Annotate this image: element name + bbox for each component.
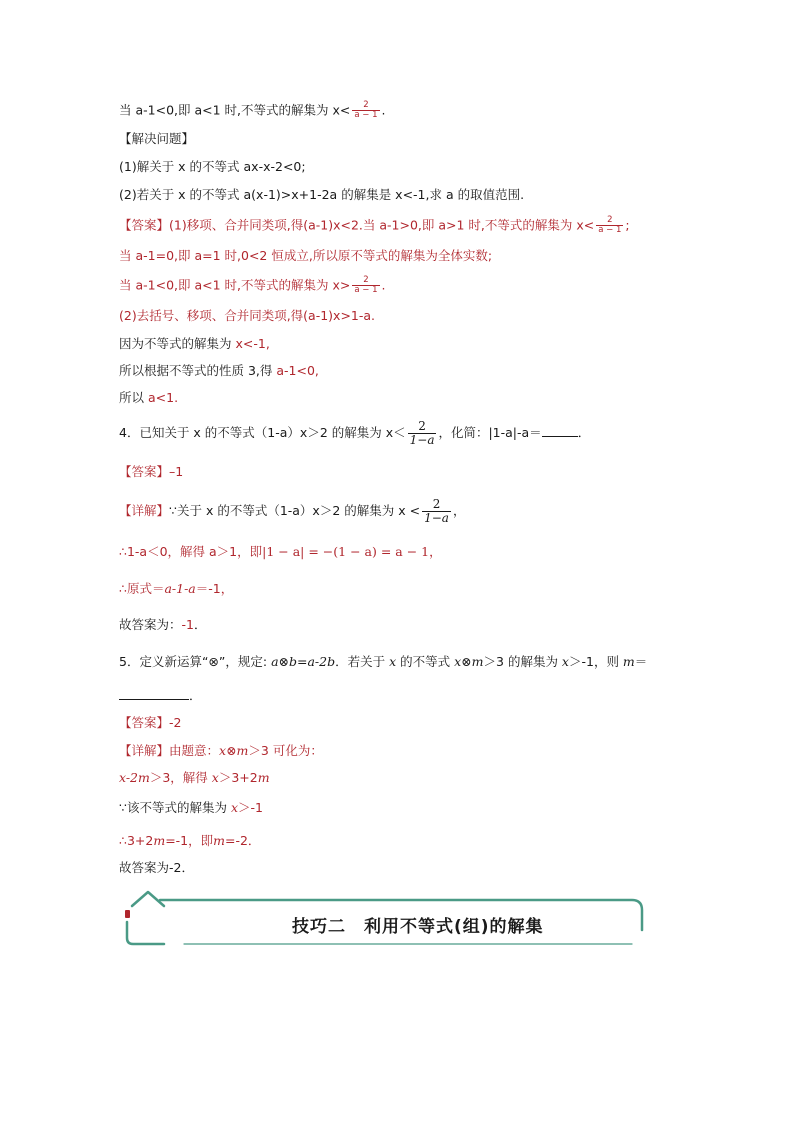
q5-step-1: x-2m＞3，解得 x＞3+2m <box>119 770 270 785</box>
answer-blank[interactable] <box>542 424 578 437</box>
fraction: $\frac{2}{1-a}$ <box>409 419 435 448</box>
line-case-negative: 当 a-1<0,即 a<1 时,不等式的解集为 x< $\frac{2}{a - 1}$ . <box>119 100 386 121</box>
q5-detail: 【详解】由题意：x⊗m＞3 可化为： <box>119 743 323 758</box>
heading-solve-problem: 【解决问题】 <box>119 131 195 146</box>
q5-answer: 【答案】-2 <box>119 715 182 730</box>
answer-reason-2: 所以根据不等式的性质 3,得 a-1<0, <box>119 363 319 378</box>
q5-step-3: ∴3+2m=-1，即m=-2． <box>119 833 261 848</box>
answer-blank[interactable] <box>119 687 189 700</box>
q4-final: 故答案为：-1． <box>119 617 207 632</box>
q5-step-2: ∵该不等式的解集为 x＞-1 <box>119 800 263 815</box>
section-title: 技巧二 利用不等式(组)的解集 <box>292 917 544 937</box>
problem-part-2: (2)若关于 x 的不等式 a(x-1)>x+1-2a 的解集是 x<-1,求 a 的取值范围. <box>119 187 525 202</box>
answer-conclusion: 所以 a<1. <box>119 390 179 405</box>
answer-part-1: 【答案】(1)移项、合并同类项,得(a-1)x<2.当 a-1>0,即 a>1 时,不等式的解集为 x< $\frac{2}{a - 1}$ ; <box>119 215 630 236</box>
fraction: $\frac{2}{a - 1}$ <box>354 100 378 121</box>
question-4: 4．已知关于 x 的不等式（1-a）x＞2 的解集为 x＜ $\frac{2}{1-a}$ ，化简：|1-a|-a＝ ． <box>119 419 591 448</box>
answer-case-zero: 当 a-1=0,即 a=1 时,0<2 恒成立,所以原不等式的解集为全体实数; <box>119 248 493 263</box>
frame-bracket-left <box>127 922 164 944</box>
answer-part-2: (2)去括号、移项、合并同类项,得(a-1)x>1-a. <box>119 308 376 323</box>
answer-case-negative: 当 a-1<0,即 a<1 时,不等式的解集为 x> $\frac{2}{a - 1}$ . <box>119 275 386 296</box>
q4-step-2: ∴原式＝a-1-a＝-1， <box>119 581 234 596</box>
q5-final: 故答案为-2． <box>119 860 194 875</box>
fraction: $\frac{2}{a - 1}$ <box>354 275 378 296</box>
question-5-blank-line: ． <box>119 687 202 705</box>
question-5: 5．定义新运算“⊗”，规定: a⊗b=a-2b．若关于 x 的不等式 x⊗m＞3 的解集为 x＞-1，则 m＝ <box>119 654 648 669</box>
fraction: $\frac{2}{1-a}$ <box>424 497 449 526</box>
fraction: $\frac{2}{a - 1}$ <box>598 215 622 236</box>
answer-label: 【答案】 <box>119 217 170 233</box>
frame-accent <box>125 910 130 918</box>
q4-answer: 【答案】–1 <box>119 464 184 479</box>
problem-part-1: (1)解关于 x 的不等式 ax-x-2<0; <box>119 159 306 174</box>
answer-reason-1: 因为不等式的解集为 x<-1, <box>119 336 270 351</box>
q4-detail: 【详解】∵关于 x 的不等式（1-a）x＞2 的解集为 x < $\frac{2}{1-a}$ ， <box>119 497 466 526</box>
q4-step-1: ∴1-a＜0，解得 a＞1，即|1 − a| = −(1 − a) = a − 1， <box>119 544 442 559</box>
frame-roof-left <box>132 892 164 906</box>
